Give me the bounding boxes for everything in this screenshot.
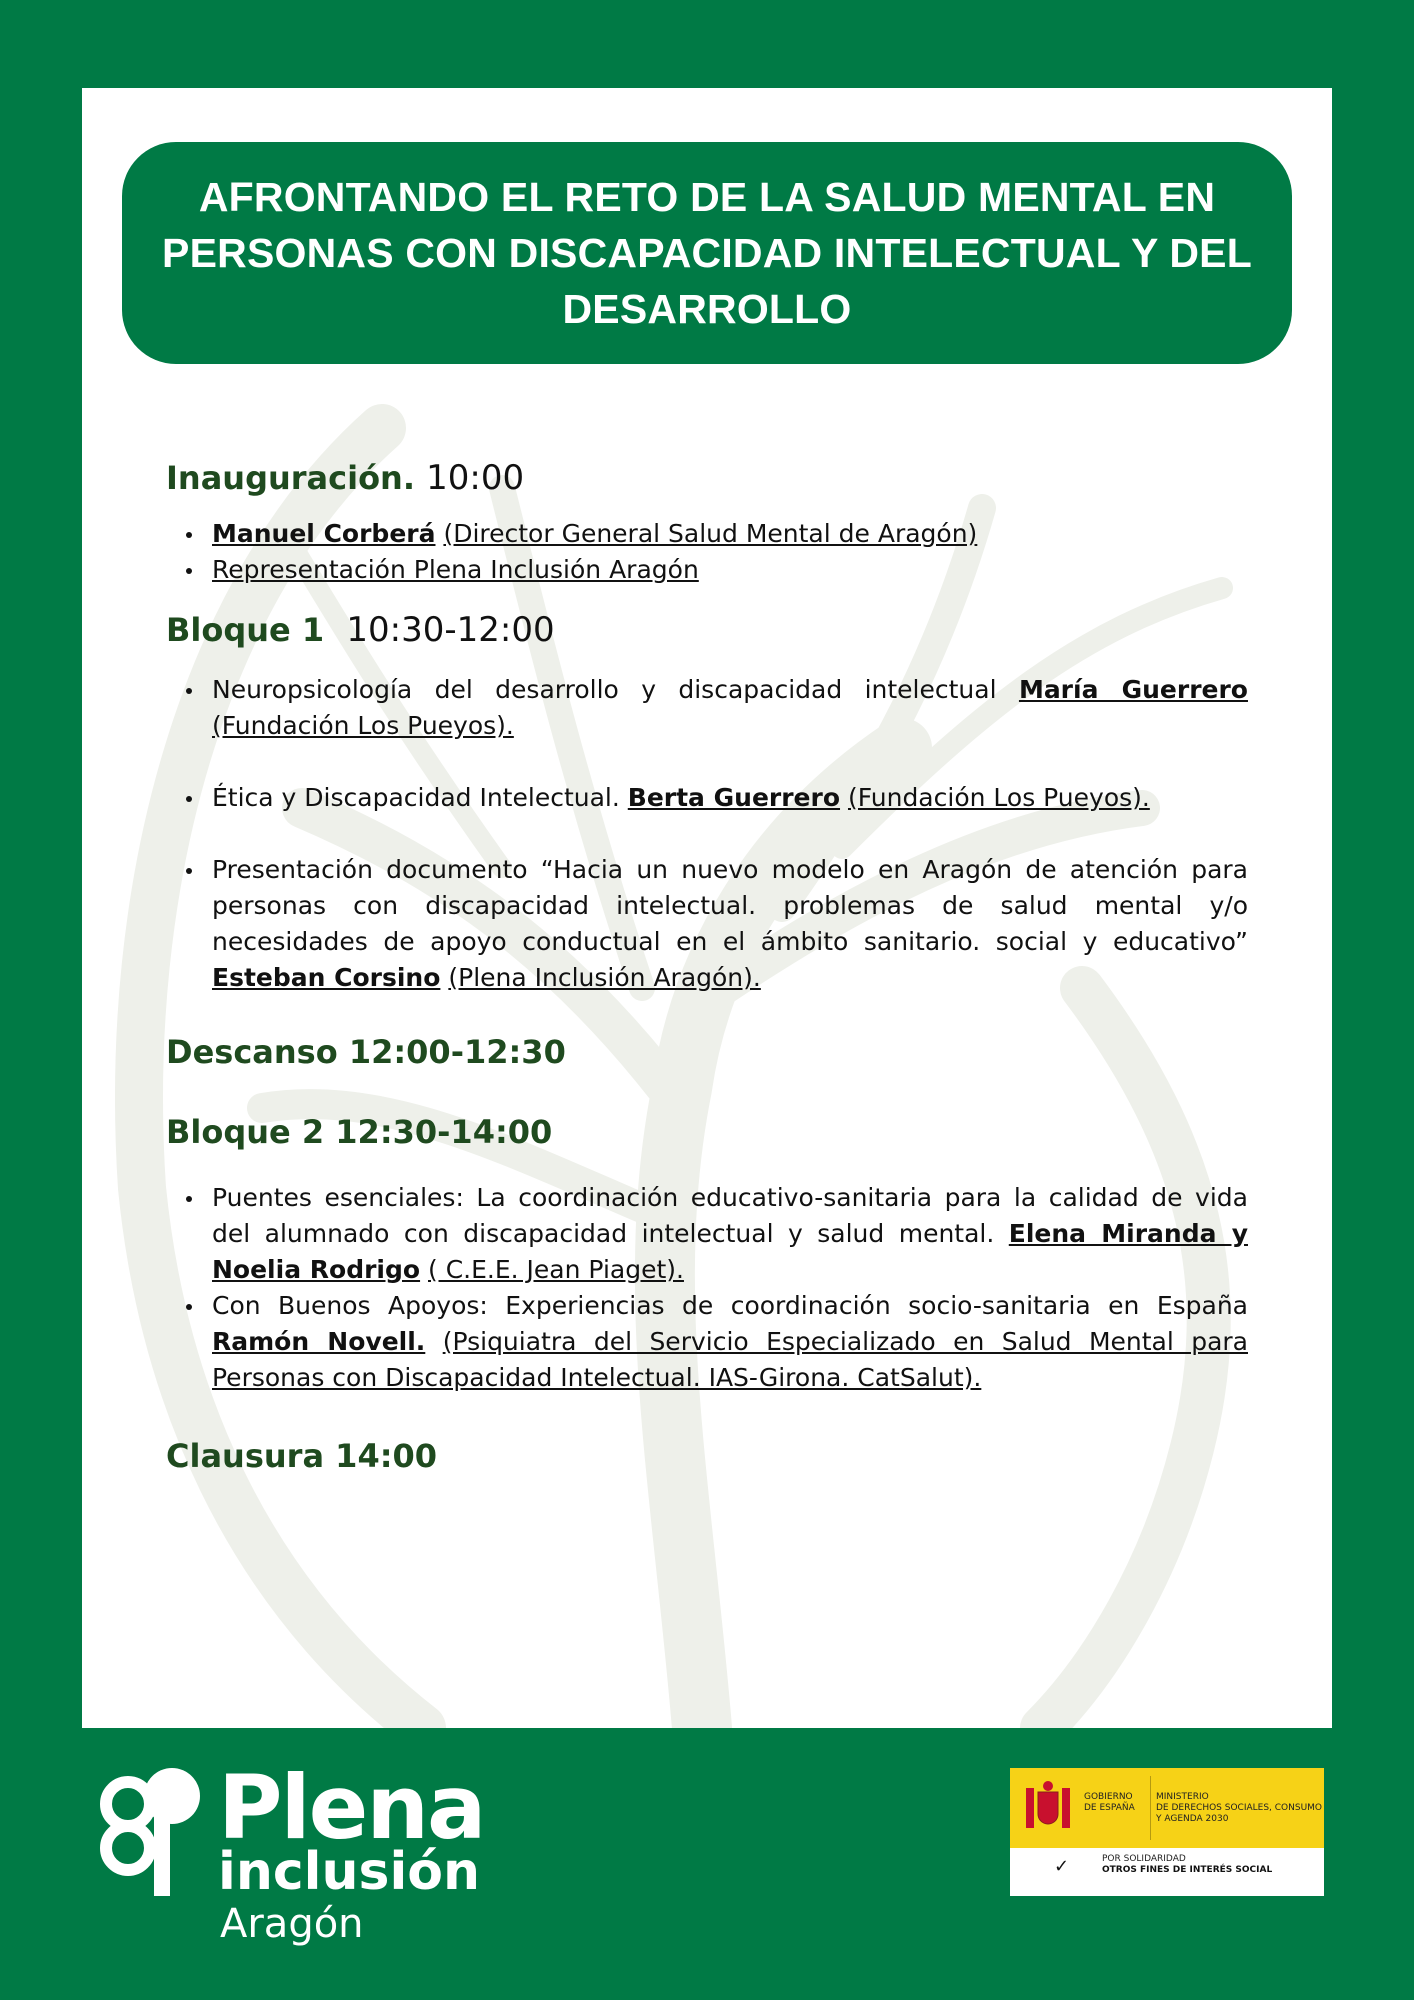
inauguracion-list xyxy=(166,516,1248,588)
clover-icon xyxy=(98,1766,208,1896)
list-item: Presentación documento “Hacia un nuevo modelo en Aragón de atención para personas con discapacidad intelectual. problemas de salud mental y/o necesidades de apoyo conductual en el ámbito sanitario. social y educativo” Esteban Corsino (Plena Inclusión Aragón). xyxy=(212,852,1248,996)
clausura-heading: Clausura 14:00 xyxy=(166,1437,438,1475)
logo-aragon: Aragón xyxy=(220,1901,364,1947)
list-item: Manuel Corberá (Director General Salud Mental de Aragón) xyxy=(212,516,1248,552)
gov-text: GOBIERNO DE ESPAÑA xyxy=(1084,1792,1135,1813)
title-banner xyxy=(122,142,1292,364)
bloque2-heading: Bloque 2 12:30-14:00 xyxy=(166,1113,553,1151)
logo-plena: Plena xyxy=(218,1756,485,1859)
inauguracion-heading: Inauguración. 10:00 xyxy=(166,458,525,498)
descanso-heading: Descanso 12:00-12:30 xyxy=(166,1033,566,1071)
list-item: Ética y Discapacidad Intelectual. Berta Guerrero (Fundación Los Pueyos). xyxy=(212,780,1248,816)
plena-inclusion-logo xyxy=(98,1756,485,1950)
logo-inclusion: inclusión xyxy=(218,1842,481,1902)
list-item: Puentes esenciales: La coordinación educativo-sanitaria para la calidad de vida del alumnado con discapacidad intelectual y salud mental. Elena Miranda y Noelia Rodrigo ( C.E.E. Jean Piaget). xyxy=(212,1180,1248,1288)
gov-divider xyxy=(1150,1776,1151,1840)
program-content xyxy=(166,458,1248,1476)
checkmark-icon: ✓ xyxy=(1054,1856,1070,1877)
program-page xyxy=(82,88,1332,1728)
list-item: Representación Plena Inclusión Aragón xyxy=(212,552,1248,588)
bloque2-list xyxy=(166,1180,1248,1396)
ministry-text: MINISTERIO DE DERECHOS SOCIALES, CONSUMO Y AGENDA 2030 xyxy=(1156,1792,1323,1824)
bloque1-list xyxy=(166,672,1248,996)
bloque1-heading: Bloque 1 10:30-12:00 xyxy=(166,610,555,650)
list-item: Neuropsicología del desarrollo y discapacidad intelectual María Guerrero (Fundación Los Pueyos). xyxy=(212,672,1248,744)
coat-of-arms-icon xyxy=(1020,1780,1076,1836)
solidarity-bold-text: OTROS FINES DE INTERÉS SOCIAL xyxy=(1102,1865,1273,1875)
solidarity-text: POR SOLIDARIDAD xyxy=(1102,1854,1186,1864)
list-item: Con Buenos Apoyos: Experiencias de coordinación socio-sanitaria en España Ramón Novell. (Psiquiatra del Servicio Especializado en Salud Mental para Personas con Discapacidad Intelectual. IAS-Girona. CatSalut). xyxy=(212,1288,1248,1396)
government-logo xyxy=(1010,1768,1324,1896)
page-title: AFRONTANDO EL RETO DE LA SALUD MENTAL EN PERSONAS CON DISCAPACIDAD INTELECTUAL Y DEL DESARROLLO xyxy=(162,174,1252,332)
